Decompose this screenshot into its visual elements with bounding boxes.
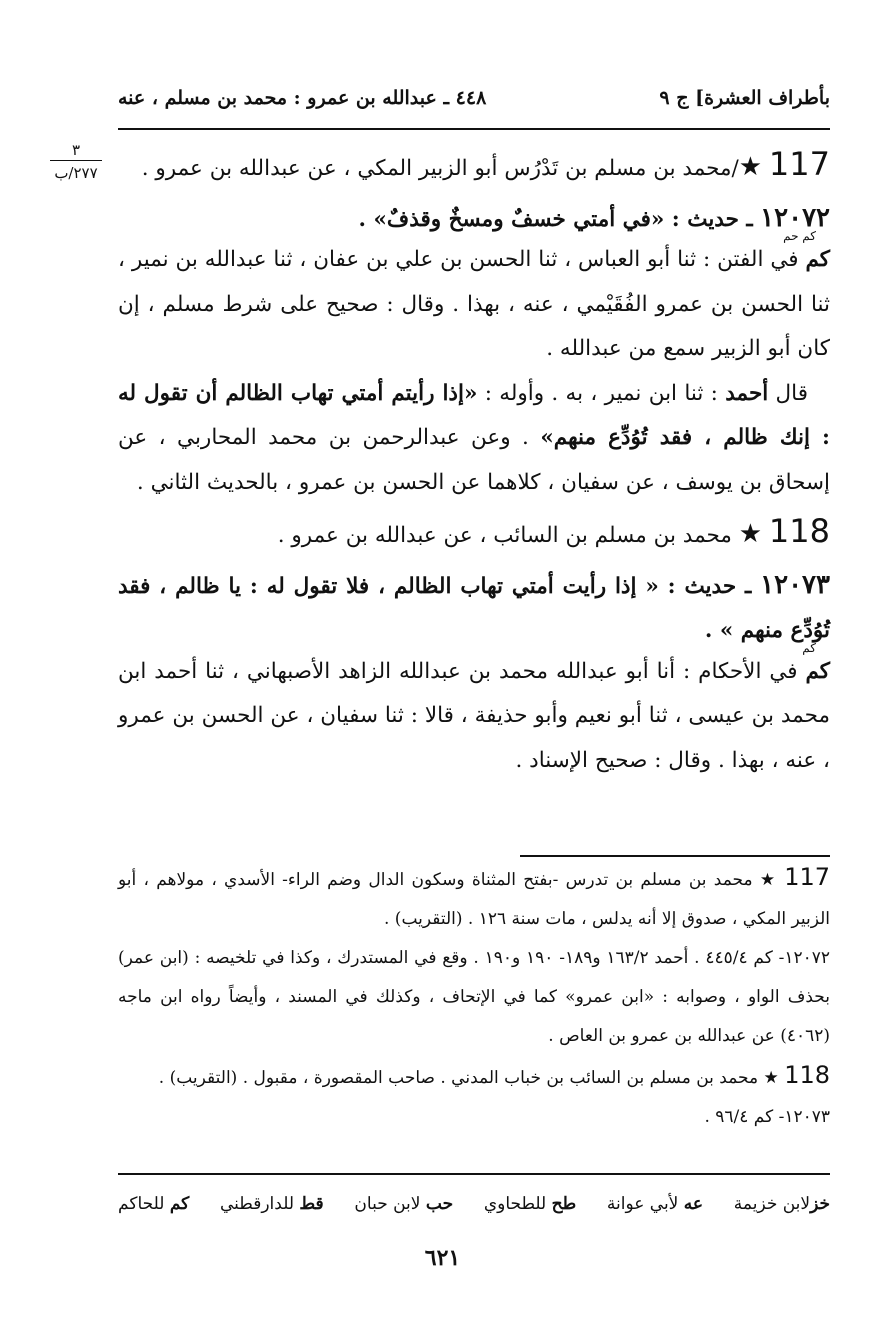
legend-text: لابن حبان bbox=[354, 1194, 421, 1214]
hadith-title: ـ حديث : « إذا رأيت أمتي تهاب الظالم ، فلا تقول له : يا ظالم ، فقد تُوُدِّع منهم » . bbox=[118, 573, 830, 643]
header-title: ٤٤٨ ـ عبدالله بن عمرو : محمد بن مسلم ، عنه bbox=[118, 87, 487, 109]
entry-number: 118 bbox=[768, 512, 830, 550]
note-118 bbox=[118, 1056, 830, 1098]
note-text: ١٢٠٧٣- كم ٩٦/٤ . bbox=[704, 1107, 830, 1127]
note-117 bbox=[118, 858, 830, 939]
folio-top: ٣ bbox=[50, 140, 102, 161]
star-icon: ★ bbox=[759, 870, 777, 890]
source-abbr: كم bbox=[805, 247, 830, 272]
text-segment: قال bbox=[775, 380, 808, 406]
legend-abbr: حب bbox=[425, 1194, 454, 1214]
note-number: 118 bbox=[784, 1061, 830, 1089]
legend-abbr: خز bbox=[810, 1194, 830, 1214]
source-abbr: كم bbox=[805, 658, 830, 684]
legend-text: للدارقطني bbox=[219, 1194, 295, 1214]
legend-text: للطحاوي bbox=[483, 1194, 547, 1214]
legend-item bbox=[354, 1194, 453, 1214]
source-name: أحمد bbox=[725, 380, 769, 406]
main-text bbox=[118, 142, 830, 783]
footnotes bbox=[118, 858, 830, 1137]
star-icon: ★ bbox=[738, 152, 763, 182]
legend-item bbox=[118, 1194, 189, 1214]
legend-item bbox=[220, 1194, 324, 1214]
text-segment: . وعن عبدالرحمن بن محمد المحاربي ، عن إسحاق بن يوسف ، عن سفيان ، كلاهما عن الحسن بن عمرو ، بالحديث الثاني . bbox=[118, 425, 830, 495]
legend-item bbox=[607, 1194, 703, 1214]
hadith-number: ١٢٠٧٣ bbox=[760, 569, 830, 600]
header-volume: بأطراف العشرة] ج ٩ bbox=[659, 87, 830, 109]
running-header bbox=[118, 78, 830, 118]
star-icon: ★ bbox=[763, 1068, 779, 1088]
legend-abbr: طح bbox=[551, 1194, 577, 1214]
hadith-quote: «إذا رأيتم أمتي تهاب الظالم أن تقول له : إنك ظالم ، فقد تُوُدِّع منهم» bbox=[118, 380, 830, 450]
star-icon: ★ bbox=[738, 519, 763, 549]
body-text: في الأحكام : أنا أبو عبدالله محمد بن عبدالله الزاهد الأصبهاني ، ثنا أحمد ابن محمد بن عيسى ، ثنا أبو نعيم وأبو حذيفة ، قالا : ثنا سفيان ، عن الحسن بن عمرو ، عنه ، بهذا . وقال : صحيح الإسناد . bbox=[118, 658, 830, 773]
legend-text: لأبي عوانة bbox=[606, 1194, 679, 1214]
legend-abbr: عه bbox=[683, 1194, 704, 1214]
note-text: محمد بن مسلم بن تدرس -بفتح المثناة وسكون الدال وضم الراء- الأسدي ، مولاهم ، أبو الزبير المكي ، صدوق إلا أنه يدلس ، مات سنة ١٢٦ . (التقريب) . bbox=[118, 870, 830, 929]
note-12072 bbox=[118, 939, 830, 1056]
entry-text: محمد بن مسلم بن السائب ، عن عبدالله بن عمرو . bbox=[277, 523, 732, 548]
footnote-rule bbox=[520, 855, 830, 857]
hadith-12073-body bbox=[118, 650, 830, 784]
hadith-12072-body bbox=[118, 238, 830, 372]
hadith-title: ـ حديث : «في أمتي خسفٌ ومسخٌ وقذفٌ» . bbox=[358, 206, 753, 232]
legend-rule bbox=[118, 1173, 830, 1175]
folio-bottom: ٢٧٧/ب bbox=[54, 164, 98, 182]
legend-text: لابن خزيمة bbox=[733, 1194, 811, 1214]
hadith-number: ١٢٠٧٢ bbox=[760, 202, 830, 233]
text-segment: : ثنا ابن نمير ، به . وأوله : bbox=[484, 380, 718, 406]
legend-item bbox=[484, 1194, 576, 1214]
note-text: محمد بن مسلم بن السائب بن خباب المدني . صاحب المقصورة ، مقبول . (التقريب) . bbox=[158, 1068, 759, 1088]
hadith-12073-title bbox=[118, 563, 830, 654]
note-number: 117 bbox=[784, 863, 831, 891]
legend-item bbox=[734, 1194, 830, 1214]
manuscript-folio-note bbox=[40, 140, 112, 183]
hadith-12072-ahmad bbox=[118, 372, 830, 506]
entry-117 bbox=[118, 142, 830, 192]
note-12073 bbox=[118, 1098, 830, 1137]
entry-number: 117 bbox=[768, 145, 830, 183]
abbreviation-legend bbox=[118, 1184, 830, 1224]
header-rule bbox=[118, 128, 830, 130]
page-number: ٦٢١ bbox=[424, 1245, 461, 1271]
entry-text: /محمد بن مسلم بن تَدْرُس أبو الزبير المكي ، عن عبدالله بن عمرو . bbox=[141, 156, 739, 181]
source-sigla: كم bbox=[802, 640, 816, 655]
note-text: ١٢٠٧٢- كم ٤٤٥/٤ . أحمد ١٦٣/٢ و١٨٩- ١٩٠ و١٩٠ . وقع في المستدرك ، وكذا في تلخيصه : (ابن عمر) بحذف الواو ، وصوابه : «ابن عمرو» كما في الإتحاف ، وكذلك في المسند ، وأيضاً رواه ابن ماجه (٤٠٦٢) عن عبدالله بن عمرو بن العاص . bbox=[118, 948, 830, 1046]
legend-abbr: كم bbox=[169, 1194, 190, 1214]
legend-abbr: قط bbox=[299, 1194, 324, 1214]
entry-118 bbox=[118, 509, 830, 559]
source-sigla: كم حم bbox=[783, 229, 816, 243]
legend-text: للحاكم bbox=[118, 1194, 165, 1214]
body-text: في الفتن : ثنا أبو العباس ، ثنا الحسن بن علي بن عفان ، ثنا عبدالله بن نمير ، ثنا الحسن بن عمرو الفُقَيْمي ، عنه ، بهذا . وقال : صحيح على شرط مسلم ، إن كان أبو الزبير سمع من عبدالله . bbox=[118, 247, 830, 361]
